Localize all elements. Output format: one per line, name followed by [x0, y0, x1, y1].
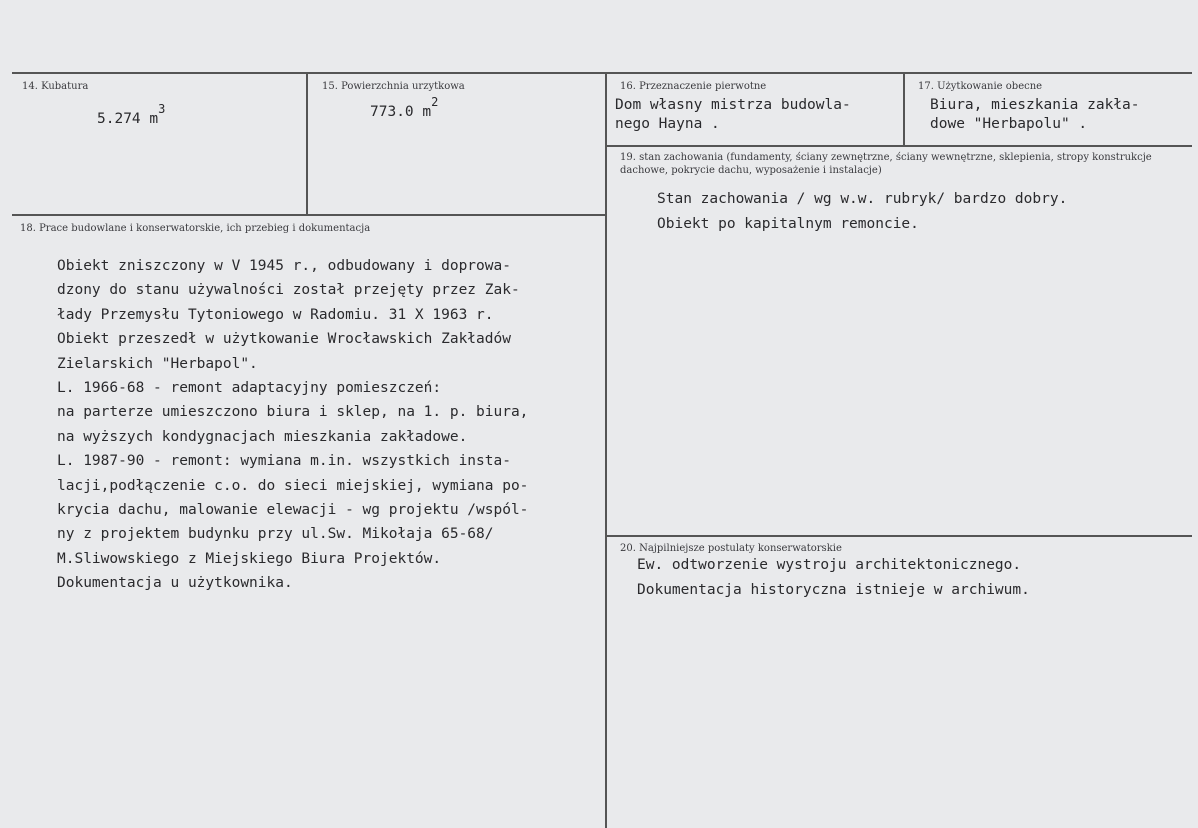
text-line: dzony do stanu używalności został przejęty przez Zak- [57, 282, 520, 299]
field-17-label: 17. Użytkowanie obecne [918, 81, 1043, 92]
text-line: Stan zachowania / wg w.w. rubryk/ bardzo dobry. [657, 191, 1068, 207]
text-line: na parterze umieszczono biura i sklep, na 1. p. biura, [57, 404, 529, 421]
top-rule [12, 72, 1192, 74]
divider-left-right [605, 73, 607, 828]
field-17-text [930, 96, 1140, 134]
text-line: M.Sliwowskiego z Miejskiego Biura Projektów. [57, 550, 442, 567]
field-14-value [97, 102, 166, 127]
field-19-text [657, 187, 1067, 237]
text-line: Obiekt zniszczony w V 1945 r., odbudowany i doprowa- [57, 258, 511, 274]
rule-under-16-17 [606, 145, 1192, 147]
text-line: ny z projektem budynku przy ul.Sw. Mikołaja 65-68/ [57, 526, 494, 543]
divider-16-17 [903, 73, 905, 146]
text-line: łady Przemysłu Tytoniowego w Radomiu. 31 X 1963 r. [57, 306, 494, 323]
text-line: dowe "Herbapolu" . [930, 116, 1088, 132]
field-15-label: 15. Powierzchnia urzytkowa [322, 81, 465, 92]
field-20-text [637, 553, 1030, 603]
cubature-value: 5.274 m [97, 110, 159, 127]
text-line: krycia dachu, malowanie elewacji - wg projektu /wspól- [57, 502, 529, 519]
field-19-label: 19. stan zachowania (fundamenty, ściany zewnętrzne, ściany wewnętrzne, sklepienia, stropy konstrukcje dachowe, pokrycie dachu, wyposażenie i instalacje) [620, 152, 1152, 176]
text-line: Dom własny mistrza budowla- [615, 97, 851, 113]
field-20-label: 20. Najpilniejsze postulaty konserwatorskie [620, 543, 842, 554]
text-line: na wyższych kondygnacjach mieszkania zakładowe. [57, 428, 468, 445]
cubature-unit-exponent: 3 [158, 102, 166, 116]
divider-14-15 [306, 73, 308, 215]
field-18-text [57, 254, 528, 596]
text-line: Biura, mieszkania zakła- [930, 97, 1140, 113]
text-line: lacji,podłączenie c.o. do sieci miejskiej, wymiana po- [57, 477, 529, 494]
area-value: 773.0 m [370, 103, 432, 120]
text-line: Obiekt przeszedł w użytkowanie Wrocławskich Zakładów [57, 331, 511, 348]
text-line: Ew. odtworzenie wystroju architektonicznego. [637, 557, 1022, 573]
field-16-label: 16. Przeznaczenie pierwotne [620, 81, 767, 92]
text-line: Zielarskich "Herbapol". [57, 355, 258, 372]
field-14-label: 14. Kubatura [22, 81, 89, 92]
text-line: Dokumentacja historyczna istnieje w archiwum. [637, 582, 1030, 598]
text-line: nego Hayna . [615, 116, 720, 132]
text-line: Dokumentacja u użytkownika. [57, 575, 293, 592]
field-18-label: 18. Prace budowlane i konserwatorskie, ich przebieg i dokumentacja [20, 223, 371, 234]
area-unit-exponent: 2 [431, 95, 439, 109]
field-16-text [615, 96, 851, 134]
field-15-value [370, 95, 439, 120]
text-line: L. 1987-90 - remont: wymiana m.in. wszystkich insta- [57, 453, 511, 470]
rule-above-20 [606, 535, 1192, 537]
rule-under-14-15 [12, 214, 605, 216]
text-line: Obiekt po kapitalnym remoncie. [657, 216, 919, 232]
text-line: L. 1966-68 - remont adaptacyjny pomieszczeń: [57, 380, 442, 397]
